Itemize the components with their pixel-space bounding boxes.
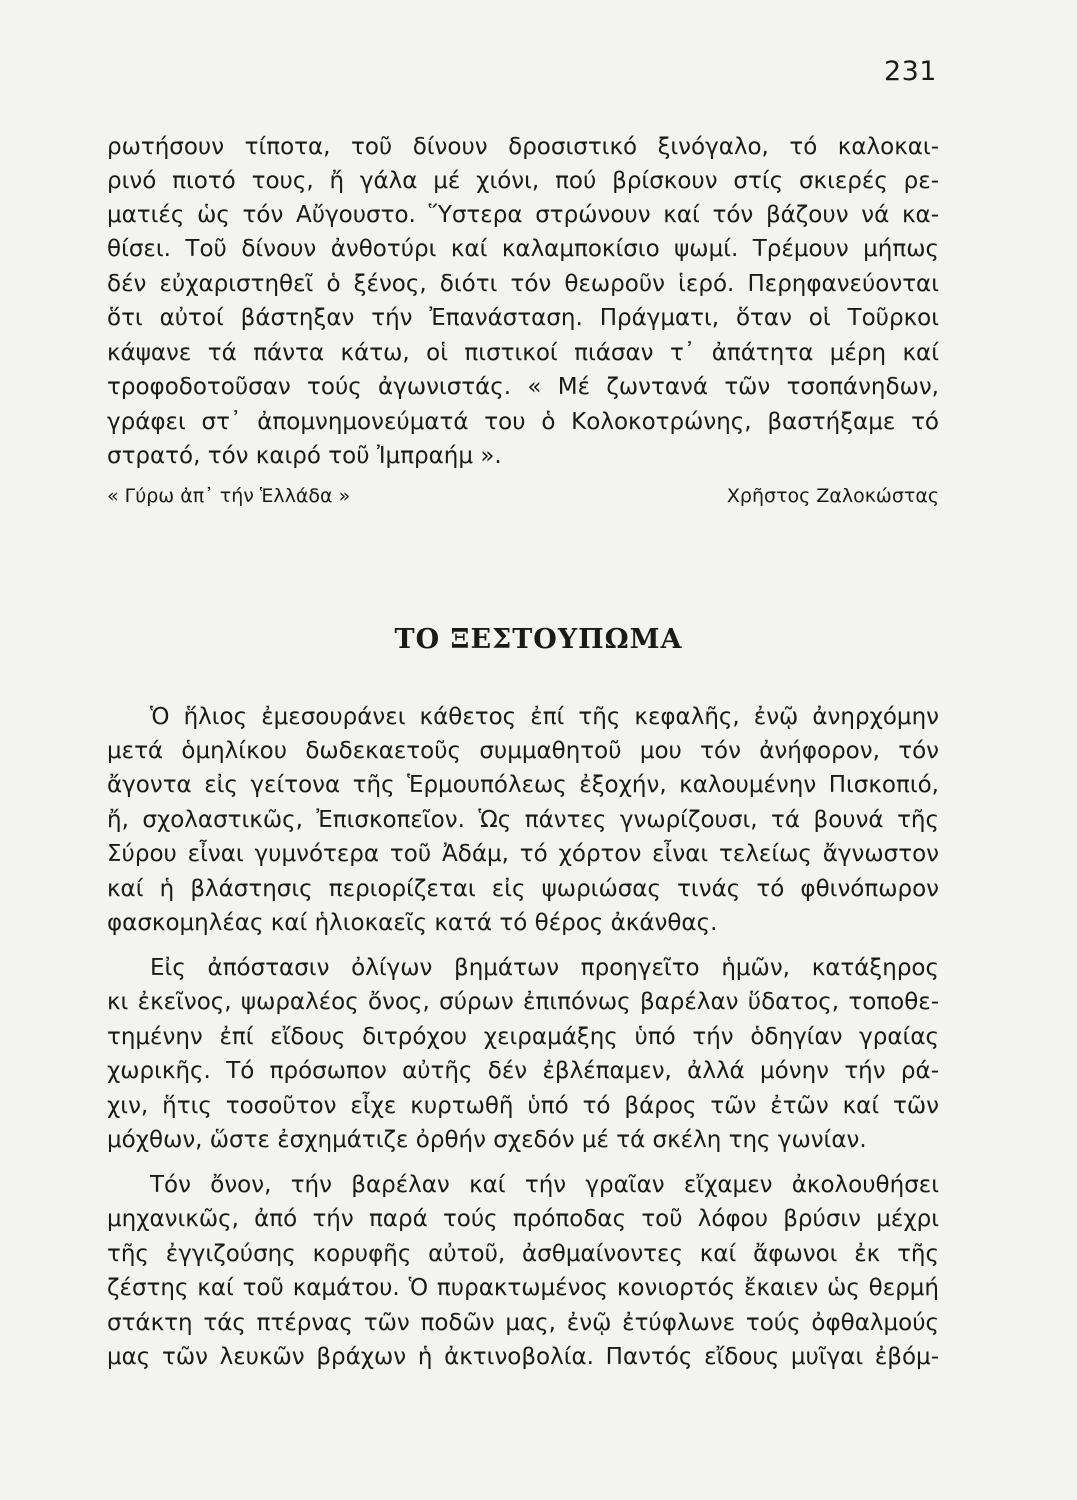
text-line: καί ἡ βλάστησις περιορίζεται εἰς ψωριώσας τινάς τό φθινόπωρον [107,876,939,902]
text-line: ἤ, σχολαστικῶς, Ἐπισκοπεῖον. Ὡς πάντες γνωρίζουσι, τά βουνά τῆς [107,807,939,833]
text-line: Εἰς ἀπόστασιν ὀλίγων βημάτων προηγεῖτο ἡμῶν, κατάξηρος [150,955,939,981]
text-line: τροφοδοτοῦσαν τούς ἀγωνιστάς. « Μέ ζωντανά τῶν τσοπάνηδων, [107,374,939,400]
text-line: Τόν ὄνον, τήν βαρέλαν καί τήν γραῖαν εἴχαμεν ἀκολουθήσει [150,1172,939,1198]
source-title: « Γύρω ἀπ᾽ τήν Ἑλλάδα » [107,485,351,507]
source-attribution [107,482,939,510]
text-line: κάψανε τά πάντα κάτω, οἱ πιστικοί πιάσαν τ᾽ ἀπάτητα μέρη καί [107,340,939,366]
source-author: Χρῆστος Ζαλοκώστας [726,485,939,507]
text-line: ἄγοντα εἰς γείτονα τῆς Ἑρμουπόλεως ἐξοχήν, καλουμένην Πισκοπιό, [107,772,939,798]
text-line: στάκτη τάς πτέρνας τῶν ποδῶν μας, ἐνῷ ἐτύφλωνε τούς ὀφθαλμούς [107,1310,939,1336]
text-line: Σύρου εἶναι γυμνότερα τοῦ Ἀδάμ, τό χόρτον εἶναι τελείως ἄγνωστον [107,841,939,867]
text-line: Ὁ ἥλιος ἐμεσουράνει κάθετος ἐπί τῆς κεφαλῆς, ἐνῷ ἀνηρχόμην [150,704,939,730]
text-line: χιν, ἥτις τοσοῦτον εἶχε κυρτωθῆ ὑπό τό βάρος τῶν ἐτῶν καί τῶν [107,1093,939,1119]
page-number: 231 [883,56,937,87]
text-line: στρατό, τόν καιρό τοῦ Ἰμπραήμ ». [107,443,502,469]
text-line: μετά ὁμηλίκου δωδεκαετοῦς συμμαθητοῦ μου τόν ἀνήφορον, τόν [107,738,939,764]
text-line: ὅτι αὐτοί βάστηξαν τήν Ἐπανάσταση. Πράγματι, ὅταν οἱ Τοῦρκοι [107,305,939,331]
text-line: κι ἐκεῖνος, ψωραλέος ὄνος, σύρων ἐπιπόνως βαρέλαν ὕδατος, τοποθε- [107,989,939,1015]
text-line: φασκομηλέας καί ἡλιοκαεῖς κατά τό θέρος ἀκάνθας. [107,910,718,936]
text-line: μηχανικῶς, ἀπό τήν παρά τούς πρόποδας τοῦ λόφου βρύσιν μέχρι [107,1206,939,1232]
text-line: τῆς ἐγγιζούσης κορυφῆς αὐτοῦ, ἀσθμαίνοντες καί ἄφωνοι ἐκ τῆς [107,1241,939,1267]
text-line: τημένην ἐπί εἴδους διτρόχου χειραμάξης ὑπό τήν ὁδηγίαν γραίας [107,1024,939,1050]
text-line: ματιές ὡς τόν Αὔγουστο. Ὕστερα στρώνουν καί τόν βάζουν νά κα- [107,202,939,228]
text-line: ζέστης καί τοῦ καμάτου. Ὁ πυρακτωμένος κονιορτός ἔκαιεν ὡς θερμή [107,1275,939,1301]
text-line: μας τῶν λευκῶν βράχων ἡ ἀκτινοβολία. Παντός εἴδους μυῖγαι ἐβόμ- [107,1344,939,1370]
section-title: ΤΟ ΞΕΣΤΟΥΠΩΜΑ [394,624,683,655]
text-line: δέν εὐχαριστηθεῖ ὁ ξένος, διότι τόν θεωροῦν ἱερό. Περηφανεύονται [107,271,939,297]
text-line: γράφει στ᾽ ἀπομνημονεύματά του ὁ Κολοκοτρώνης, βαστήξαμε τό [107,409,939,435]
text-line: μόχθων, ὥστε ἐσχημάτιζε ὀρθήν σχεδόν μέ τά σκέλη της γωνίαν. [107,1127,867,1153]
text-line: χωρικῆς. Τό πρόσωπον αὐτῆς δέν ἐβλέπαμεν, ἀλλά μόνην τήν ρά- [107,1058,939,1084]
text-line: θίσει. Τοῦ δίνουν ἀνθοτύρι καί καλαμποκίσιο ψωμί. Τρέμουν μήπως [107,236,939,262]
text-line: ρωτήσουν τίποτα, τοῦ δίνουν δροσιστικό ξινόγαλο, τό καλοκαι- [107,134,939,160]
text-line: ρινό πιοτό τους, ἤ γάλα μέ χιόνι, πού βρίσκουν στίς σκιερές ρε- [107,168,939,194]
